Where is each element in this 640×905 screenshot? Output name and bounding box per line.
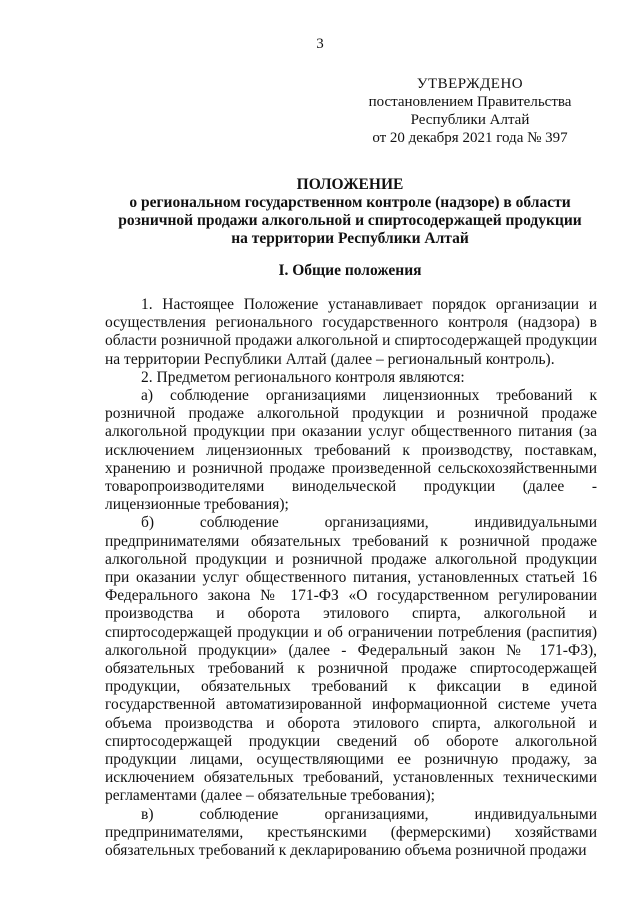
paragraph-2: 2. Предметом регионального контроля являются: xyxy=(141,368,465,386)
approval-stamp xyxy=(360,75,580,147)
approval-line-1: постановлением Правительства xyxy=(368,94,572,110)
title-line-2: о региональном государственном контроле (надзоре) в области xyxy=(129,194,571,211)
document-body xyxy=(105,296,597,860)
paragraph-2c: в) соблюдение организациями, индивидуальными предпринимателями, крестьянскими (фермерскими) хозяйствами обязательных требований к декларированию объема розничной продажи xyxy=(105,805,597,860)
page-number: 3 xyxy=(316,36,324,52)
title-line-4: на территории Республики Алтай xyxy=(231,230,469,247)
paragraph-2b: б) соблюдение организациями, индивидуальными предпринимателями обязательных требований к розничной продаже алкогольной продукции и розничной продаже алкогольной продукции при оказании услуг общественного питания, установленных статьей 16 Федерального закона № 171-ФЗ «О государственном регулировании производства и оборота этилового спирта, алкогольной и спиртосодержащей продукции и об ограничении потребления (распития) алкогольной продукции» (далее - Федеральный закон № 171-ФЗ), обязательных требований к розничной продаже спиртосодержащей продукции, обязательных требований к фиксации в единой государственной автоматизированной информационной системе учета объема производства и оборота этилового спирта, алкогольной и спиртосодержащей продукции сведений об обороте алкогольной продукции лицами, осуществляющими ее розничную продажу, за исключением обязательных требований, установленных техническими регламентами (далее – обязательные требования); xyxy=(105,514,597,805)
title-line-1: ПОЛОЖЕНИЕ xyxy=(296,176,404,193)
approval-line-2: Республики Алтай xyxy=(410,112,530,128)
section-heading: I. Общие положения xyxy=(278,262,422,279)
paragraph-2a: а) соблюдение организациями лицензионных требований к розничной продаже алкогольной продукции и розничной продаже алкогольной продукции при оказании услуг общественного питания (за исключением лицензионных требований к производству, поставкам, хранению и розничной продаже произведенной сельскохозяйственными товаропроизводителями винодельческой продукции (далее - лицензионные требования); xyxy=(105,387,597,514)
approval-line-3: от 20 декабря 2021 года № 397 xyxy=(372,130,568,146)
title-line-3: розничной продажи алкогольной и спиртосодержащей продукции xyxy=(118,212,582,229)
document-title xyxy=(80,176,620,248)
approval-title: УТВЕРЖДЕНО xyxy=(416,76,524,92)
paragraph-1: 1. Настоящее Положение устанавливает порядок организации и осуществления регионального государственного контроля (надзора) в области розничной продажи алкогольной и спиртосодержащей продукции на территории Республики Алтай (далее – региональный контроль). xyxy=(105,296,597,368)
